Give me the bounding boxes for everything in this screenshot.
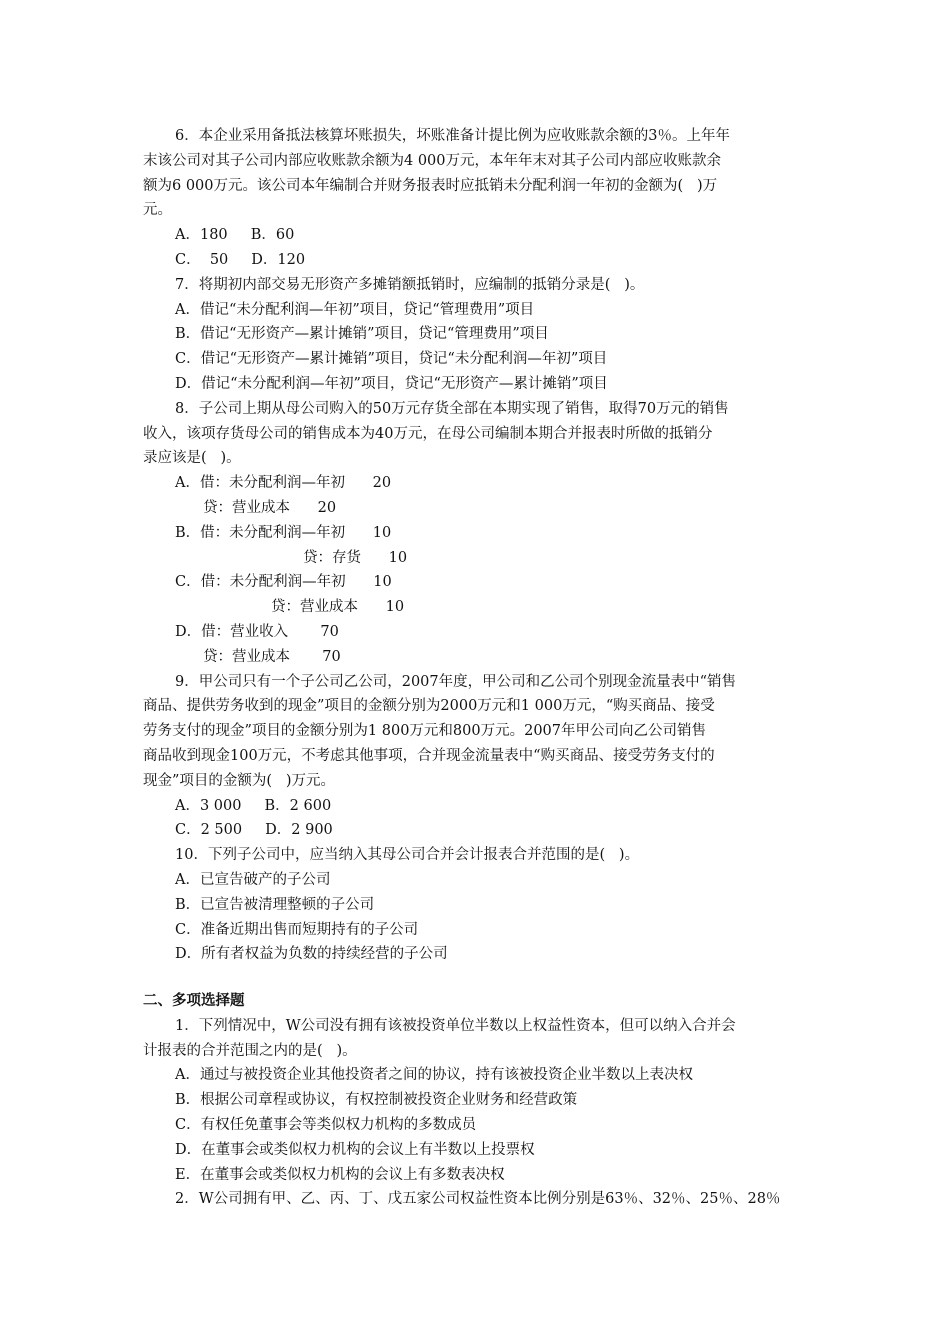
answer-option: A．借记“未分配利润—年初”项目，贷记“管理费用”项目 [175, 301, 535, 318]
question-stem: 额为6 000万元。该公司本年编制合并财务报表时应抵销未分配利润一年初的金额为( )万 [143, 177, 718, 194]
answer-options: C． 50 D．120 [175, 251, 306, 268]
question-10 [143, 843, 809, 967]
question-stem: 6．本企业采用备抵法核算坏账损失，坏账准备计提比例为应收账款余额的3％。上年年 [175, 128, 730, 144]
answer-options: A．180 B．60 [175, 227, 295, 244]
question-stem: 商品收到现金100万元，不考虑其他事项，合并现金流量表中“购买商品、接受劳务支付的 [143, 747, 715, 764]
answer-options: C．2 500 D．2 900 [175, 822, 333, 839]
answer-option-debit: A．借：未分配利润—年初 20 [175, 475, 392, 492]
answer-option: D．在董事会或类似权力机构的会议上有半数以上投票权 [175, 1141, 535, 1158]
question-stem: 商品、提供劳务收到的现金”项目的金额分别为2000万元和1 000万元，“购买商品、接受 [143, 698, 715, 715]
question-stem: 现金”项目的金额为( )万元。 [143, 772, 336, 789]
question-stem: 录应该是( )。 [143, 450, 241, 467]
answer-option: D．借记“未分配利润—年初”项目，贷记“无形资产—累计摊销”项目 [175, 375, 608, 392]
answer-option-credit: 贷：营业成本 20 [203, 499, 337, 516]
question-8 [143, 397, 809, 670]
answer-option-credit: 贷：营业成本 10 [271, 599, 405, 616]
question-stem: 元。 [143, 202, 172, 219]
answer-option-debit: C．借：未分配利润—年初 10 [175, 574, 392, 591]
question-stem: 8．子公司上期从母公司购入的50万元存货全部在本期实现了销售，取得70万元的销售 [175, 400, 729, 417]
question-stem: 7．将期初内部交易无形资产多摊销额抵销时，应编制的抵销分录是( )。 [175, 276, 645, 293]
answer-option: C．借记“无形资产—累计摊销”项目，贷记“未分配利润—年初”项目 [175, 351, 608, 368]
answer-option: A．已宣告破产的子公司 [175, 871, 331, 888]
section-heading: 二、多项选择题 [143, 993, 245, 1010]
document-page [143, 124, 809, 1212]
answer-option-credit: 贷：营业成本 70 [203, 648, 341, 665]
question-stem: 9．甲公司只有一个子公司乙公司，2007年度，甲公司和乙公司个别现金流量表中“销售 [175, 673, 737, 690]
question-6 [143, 124, 809, 273]
question-stem: 劳务支付的现金”项目的金额分别为1 800万元和800万元。2007年甲公司向乙公司销售 [143, 723, 706, 740]
section-multiple-choice [143, 989, 809, 1212]
answer-option-debit: D．借：营业收入 70 [175, 623, 339, 640]
answer-option: D．所有者权益为负数的持续经营的子公司 [175, 946, 448, 963]
question-stem: 末该公司对其子公司内部应收账款余额为4 000万元，本年年末对其子公司内部应收账款余 [143, 152, 722, 169]
question-stem: 计报表的合并范围之内的是( )。 [143, 1042, 357, 1059]
answer-option-debit: B．借：未分配利润—年初 10 [175, 524, 392, 541]
question-9 [143, 670, 809, 844]
question-stem: 10．下列子公司中，应当纳入其母公司合并会计报表合并范围的是( )。 [175, 847, 640, 864]
answer-option-credit: 贷：存货 10 [303, 549, 408, 566]
answer-option: A．通过与被投资企业其他投资者之间的协议，持有该被投资企业半数以上表决权 [175, 1067, 693, 1084]
answer-options: A．3 000 B．2 600 [175, 797, 332, 814]
answer-option: B．借记“无形资产—累计摊销”项目，贷记“管理费用”项目 [175, 326, 549, 343]
question-stem: 收入，该项存货母公司的销售成本为40万元，在母公司编制本期合并报表时所做的抵销分 [143, 425, 713, 442]
answer-option: C．准备近期出售而短期持有的子公司 [175, 921, 419, 938]
answer-option: B．已宣告被清理整顿的子公司 [175, 896, 375, 913]
answer-option: E．在董事会或类似权力机构的会议上有多数表决权 [175, 1166, 505, 1183]
question-stem: 1．下列情况中，W公司没有拥有该被投资单位半数以上权益性资本，但可以纳入合并会 [175, 1017, 736, 1034]
question-7 [143, 273, 809, 397]
question-stem: 2．W公司拥有甲、乙、丙、丁、戊五家公司权益性资本比例分别是63％、32％、25％、28％ [175, 1191, 781, 1208]
answer-option: C．有权任免董事会等类似权力机构的多数成员 [175, 1117, 477, 1134]
answer-option: B．根据公司章程或协议，有权控制被投资企业财务和经营政策 [175, 1092, 578, 1109]
